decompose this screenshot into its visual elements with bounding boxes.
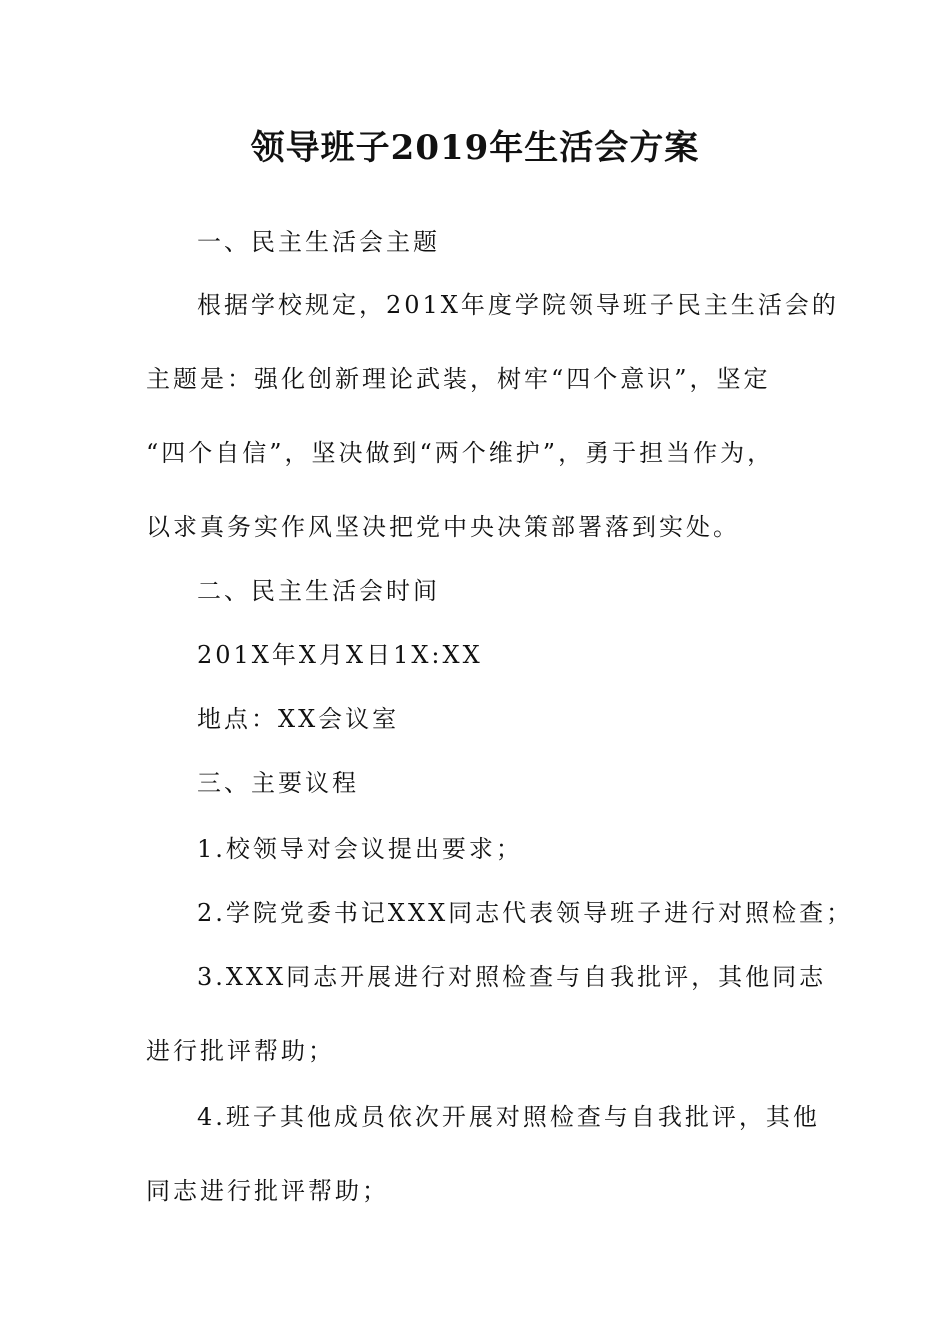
agenda-item-2: 2.学院党委书记XXX同志代表领导班子进行对照检查； <box>197 899 854 927</box>
section-heading-agenda: 三、主要议程 <box>197 769 359 797</box>
agenda-item-1: 1.校领导对会议提出要求； <box>197 835 523 863</box>
agenda-item-3-continued: 进行批评帮助； <box>146 1037 335 1065</box>
agenda-item-4: 4.班子其他成员依次开展对照检查与自我批评，其他 <box>197 1103 820 1131</box>
agenda-item-4-continued: 同志进行批评帮助； <box>146 1177 389 1205</box>
paragraph-line: “四个自信”，坚决做到“两个维护”，勇于担当作为， <box>146 439 775 467</box>
paragraph-line: 根据学校规定，201X年度学院领导班子民主生活会的 <box>197 291 839 319</box>
agenda-item-3: 3.XXX同志开展进行对照检查与自我批评，其他同志 <box>197 963 827 991</box>
paragraph-line: 以求真务实作风坚决把党中央决策部署落到实处。 <box>146 513 740 541</box>
document-title: 领导班子2019年生活会方案 <box>250 128 700 168</box>
meeting-datetime: 201X年X月X日1X:XX <box>197 641 483 669</box>
section-heading-time: 二、民主生活会时间 <box>197 577 440 605</box>
paragraph-line: 主题是：强化创新理论武装，树牢“四个意识”，坚定 <box>146 365 771 393</box>
section-heading-theme: 一、民主生活会主题 <box>197 228 440 256</box>
meeting-location: 地点：XX会议室 <box>197 705 400 733</box>
